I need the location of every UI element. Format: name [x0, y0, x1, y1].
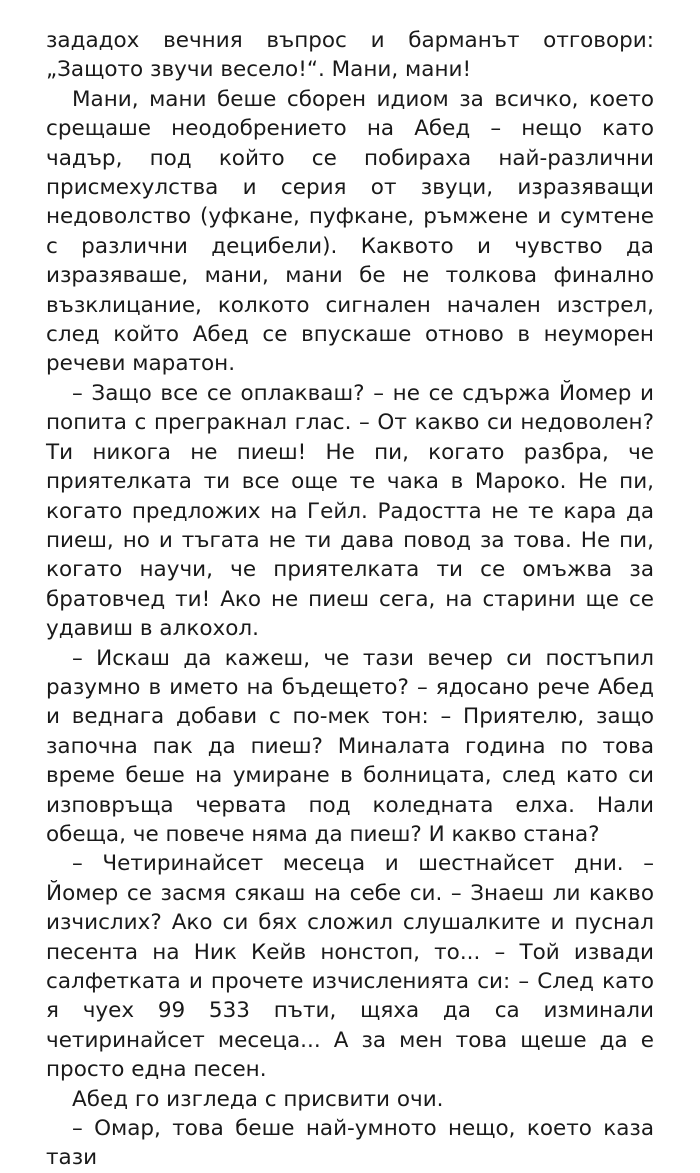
paragraph-continuation: зададох вечния въпрос и барманът отговори: „Защото звучи весело!“. Мани, мани! [46, 28, 654, 83]
paragraph-omar-smartest: – Омар, това беше най-умното нещо, което каза тази [46, 1116, 654, 1171]
paragraph-mani-mani-idiom: Мани, мани беше сборен идиом за всичко, което срещаше неодобрението на Абед – нещо като чадър, под който се побираха най-различни присмехулства и серия от звуци, изразяващи недоволство (уфкане, пуфкане, ръмжене и сумтене с различни децибели). Каквото и чувство да изразяваше, мани, мани бе не толкова финално възклицание, колкото сигнален начален изстрел, след който Абед се впускаше отново в неуморен речеви маратон. [46, 86, 654, 377]
document-page [46, 26, 654, 1173]
paragraph-abed-reply: – Искаш да кажеш, че тази вечер си постъпил разумно в името на бъдещето? – ядосано рече Абед и веднага добави с по-мек тон: – Приятелю, защо започна пак да пиеш? Миналата година по това време беше на умиране в болницата, след като си изповръща червата под коледната елха. Нали обеща, че повече няма да пиеш? И какво стана? [46, 645, 654, 847]
paragraph-yomer-question: – Защо все се оплакваш? – не се сдържа Йомер и попита с прегракнал глас. – От какво си недоволен? Ти никога не пиеш! Не пи, когато разбра, че приятелката ти все още те чака в Мароко. Не пи, когато предложих на Гейл. Радостта не те кара да пиеш, но и тъгата не ти дава повод за това. Не пи, когато научи, че приятелката ти се омъжва за братовчед ти! Ако не пиеш сега, на старини ще се удавиш в алкохол. [46, 380, 654, 642]
paragraph-abed-squints: Абед го изгледа с присвити очи. [72, 1086, 444, 1112]
paragraph-fourteen-months: – Четиринайсет месеца и шестнайсет дни. – Йомер се засмя сякаш на себе си. – Знаеш ли какво изчислих? Ако си бях сложил слушалките и пуснал песента на Ник Кейв нонстоп, то... – Той извади салфетката и прочете изчисленията си: – След като я чуех 99 533 пъти, щяха да са изминали четиринайсет месеца... А за мен това щеше да е просто една песен. [46, 851, 654, 1083]
